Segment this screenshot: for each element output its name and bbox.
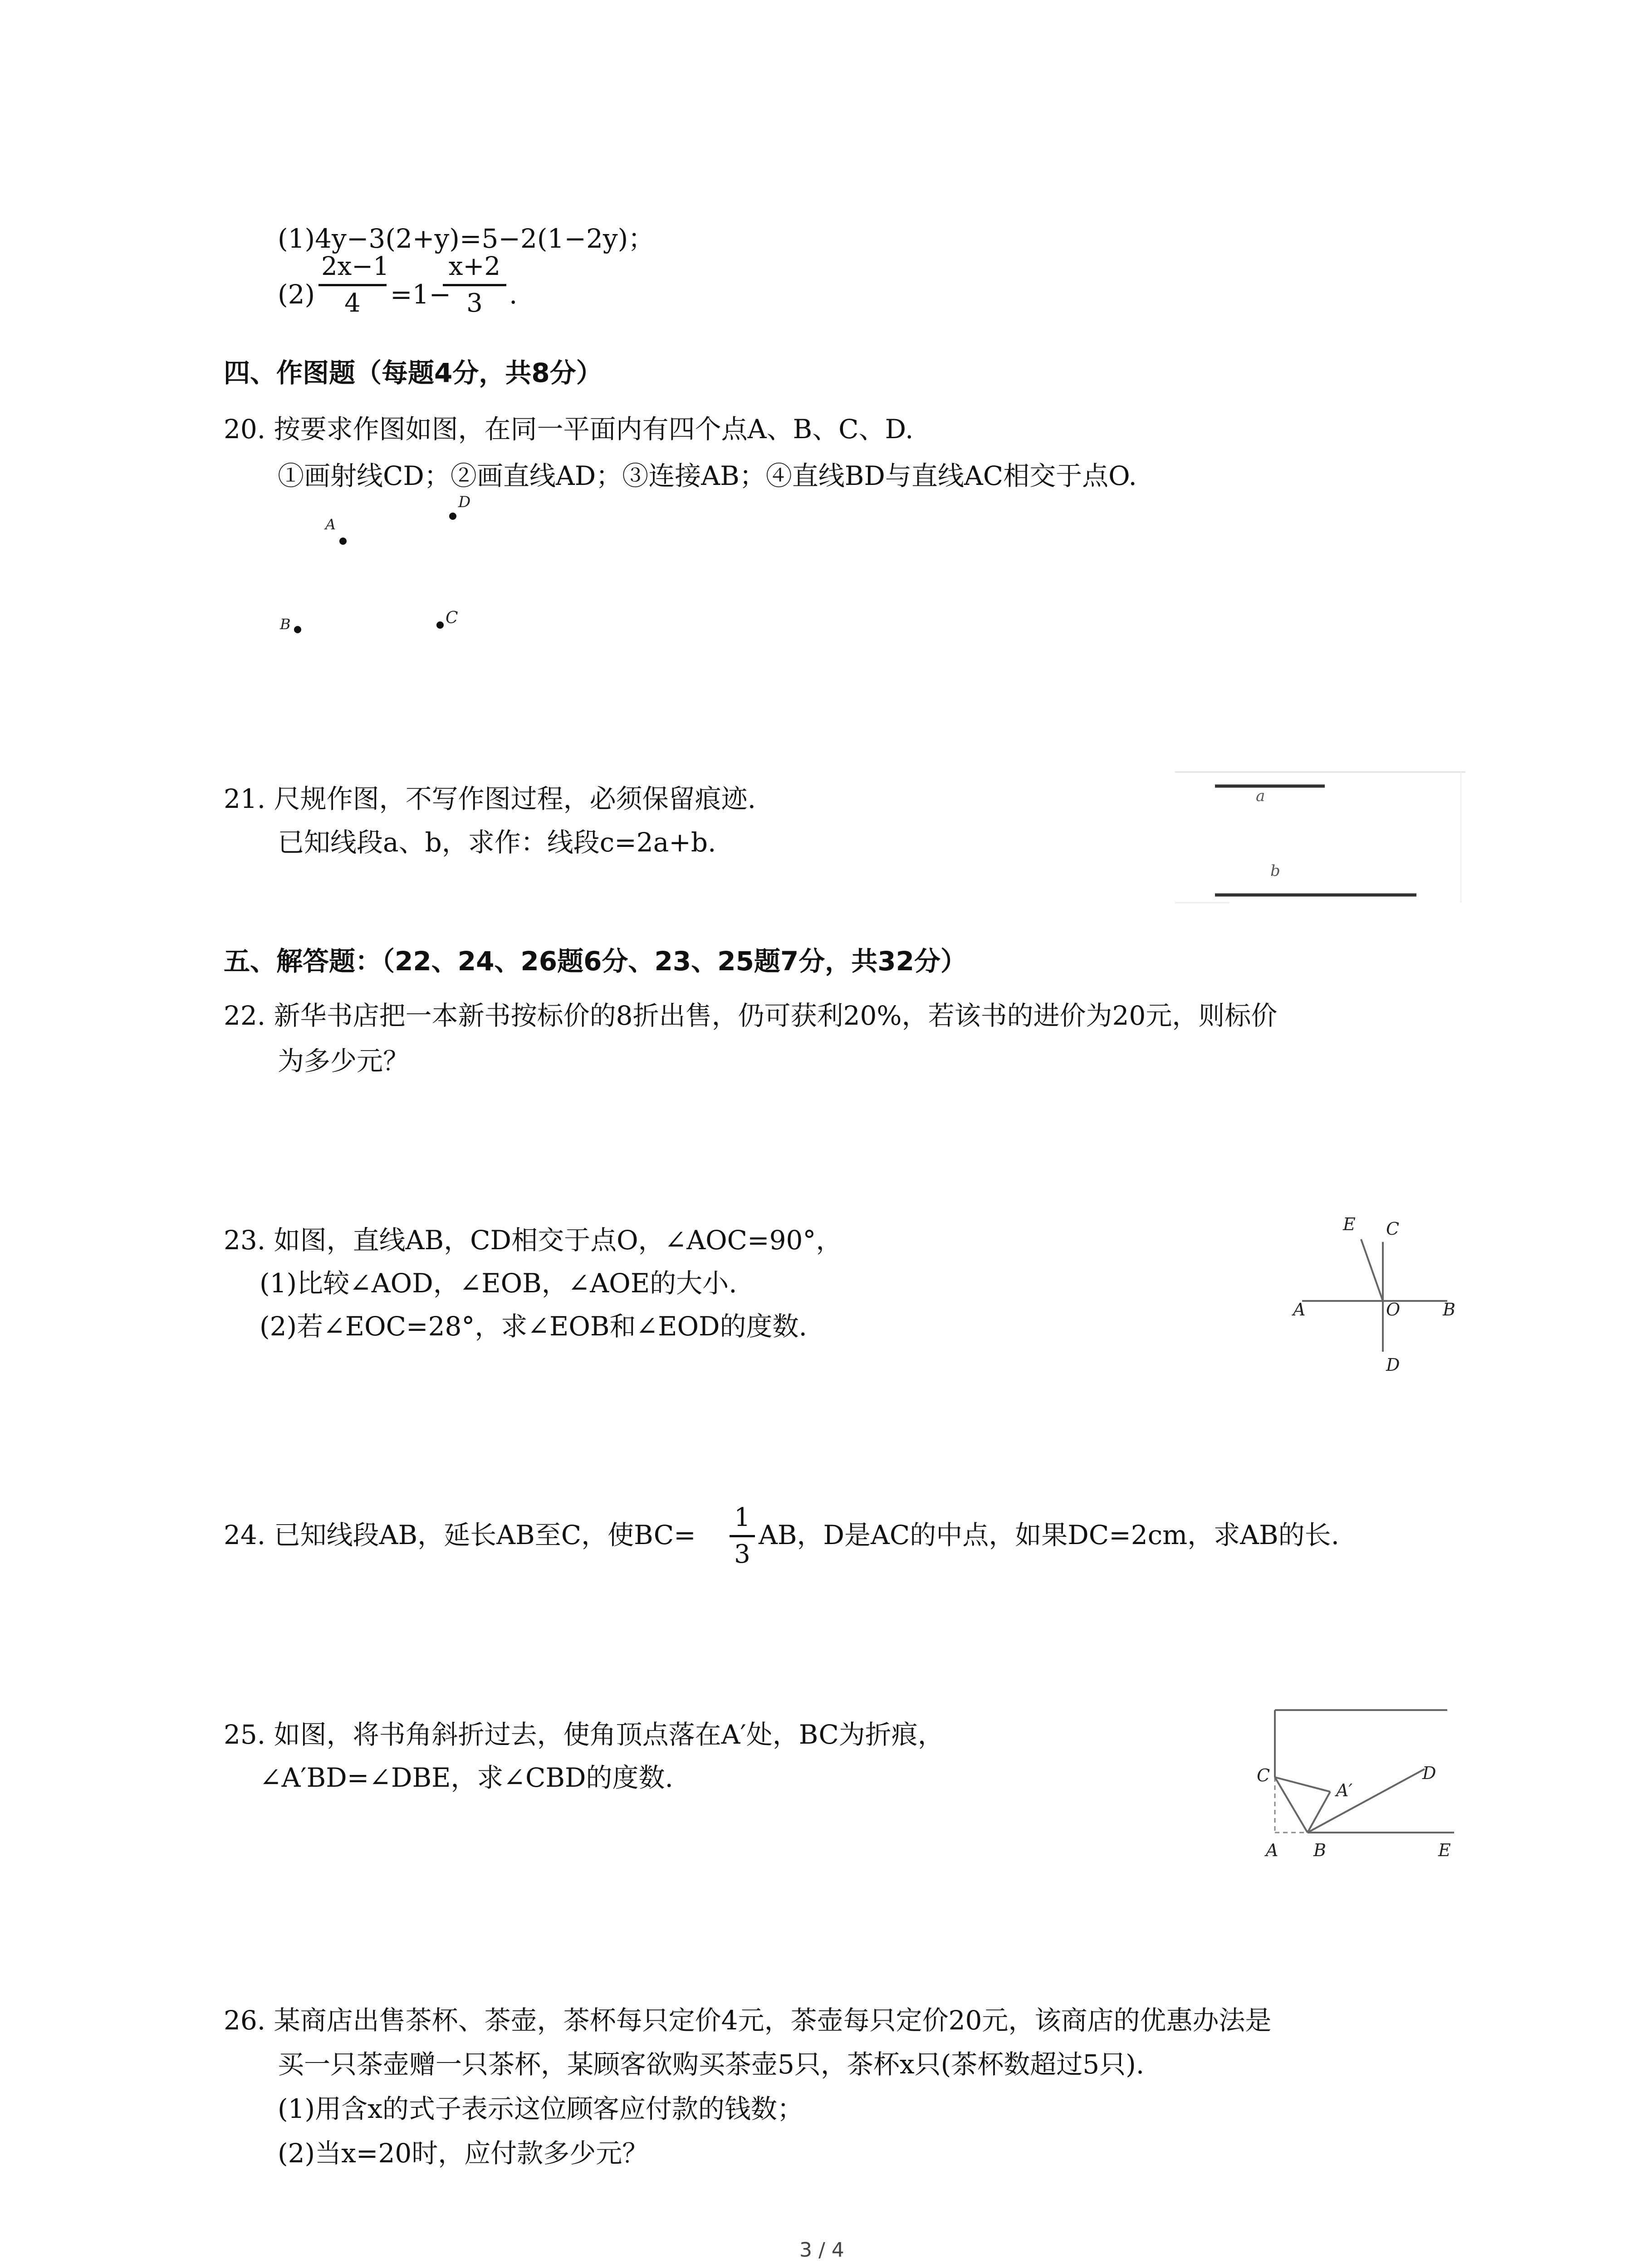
q21-segments-figure <box>1175 767 1465 912</box>
q23-label-b: B <box>1443 1300 1455 1320</box>
q19-part2-mid: =1− <box>390 279 451 310</box>
section-5-title: 五、解答题：（22、24、26题6分、23、25题7分，共32分） <box>224 946 967 977</box>
segment-b-label: b <box>1270 862 1280 880</box>
q21-line1: 21. 尺规作图，不写作图过程，必须保留痕迹. <box>224 783 756 814</box>
point-c-label: C <box>446 609 458 627</box>
fraction-numerator: 2x−1 <box>318 254 387 286</box>
q25-line1: 25. 如图，将书角斜折过去，使角顶点落在A′处，BC为折痕， <box>224 1719 944 1750</box>
q25-label-c: C <box>1257 1765 1270 1785</box>
point-d <box>449 513 456 520</box>
fraction-numerator: x+2 <box>443 254 506 286</box>
q25-line2: ∠A′BD=∠DBE，求∠CBD的度数. <box>260 1762 673 1793</box>
q21-line2: 已知线段a、b，求作：线段c=2a+b. <box>278 827 716 858</box>
q25-label-a: A <box>1266 1840 1279 1860</box>
q24-suffix: AB，D是AC的中点，如果DC=2cm，求AB的长. <box>759 1520 1340 1550</box>
q19-fraction-2 <box>443 254 506 316</box>
q23-label-c: C <box>1386 1219 1400 1239</box>
q23-line3: (2)若∠EOC=28°，求∠EOB和∠EOD的度数. <box>260 1311 807 1342</box>
point-a <box>339 538 347 545</box>
q23-angle-figure <box>1284 1207 1465 1388</box>
q23-label-d: D <box>1386 1355 1400 1375</box>
q25-label-a-prime: A′ <box>1336 1780 1353 1800</box>
q25-label-b: B <box>1313 1840 1326 1860</box>
fraction-numerator: 1 <box>730 1505 755 1537</box>
q19-fraction-1 <box>318 254 387 316</box>
q25-fold-figure <box>1261 1706 1470 1855</box>
q22-line1: 22. 新华书店把一本新书按标价的8折出售，仍可获利20%，若该书的进价为20元，则标价 <box>224 1000 1278 1031</box>
point-a-label: A <box>325 516 336 533</box>
q19-part1: (1)4y−3(2+y)=5−2(1−2y)； <box>278 223 655 254</box>
q19-part2-prefix: (2) <box>278 279 315 310</box>
q23-line1: 23. 如图，直线AB，CD相交于点O，∠AOC=90°， <box>224 1225 843 1256</box>
q20-line1: 20. 按要求作图如图，在同一平面内有四个点A、B、C、D. <box>224 414 914 445</box>
point-d-label: D <box>458 493 471 511</box>
fraction-denominator: 4 <box>344 288 361 318</box>
q19-part2-end: . <box>509 279 518 310</box>
q25-label-d: D <box>1422 1763 1436 1783</box>
point-b <box>294 626 301 633</box>
section-4-title: 四、作图题（每题4分，共8分） <box>224 357 603 388</box>
q23-label-a: A <box>1293 1300 1306 1320</box>
fraction-denominator: 3 <box>734 1540 750 1569</box>
q26-line1: 26. 某商店出售茶杯、茶壶，茶杯每只定价4元，茶壶每只定价20元，该商店的优惠办法是 <box>224 2005 1272 2036</box>
segment-a-label: a <box>1256 787 1265 805</box>
point-c <box>436 621 444 629</box>
q24-fraction <box>730 1505 755 1567</box>
q24-prefix: 24. 已知线段AB，延长AB至C，使BC= <box>224 1520 696 1550</box>
q26-line3: (1)用含x的式子表示这位顾客应付款的钱数； <box>278 2093 803 2124</box>
q20-line2: ①画射线CD；②画直线AD；③连接AB；④直线BD与直线AC相交于点O. <box>278 460 1137 491</box>
q23-label-o: O <box>1386 1300 1401 1320</box>
q23-line2: (1)比较∠AOD，∠EOB，∠AOE的大小. <box>260 1268 737 1299</box>
point-b-label: B <box>280 616 291 633</box>
q25-label-e: E <box>1438 1840 1451 1860</box>
fraction-denominator: 3 <box>466 288 483 318</box>
page-number: 3 / 4 <box>799 2239 844 2262</box>
q26-line4: (2)当x=20时，应付款多少元？ <box>278 2138 649 2169</box>
q23-label-e: E <box>1343 1214 1356 1234</box>
q26-line2: 买一只茶壶赠一只茶杯，某顾客欲购买茶壶5只，茶杯x只(茶杯数超过5只). <box>278 2049 1145 2080</box>
q22-line2: 为多少元？ <box>278 1046 410 1076</box>
